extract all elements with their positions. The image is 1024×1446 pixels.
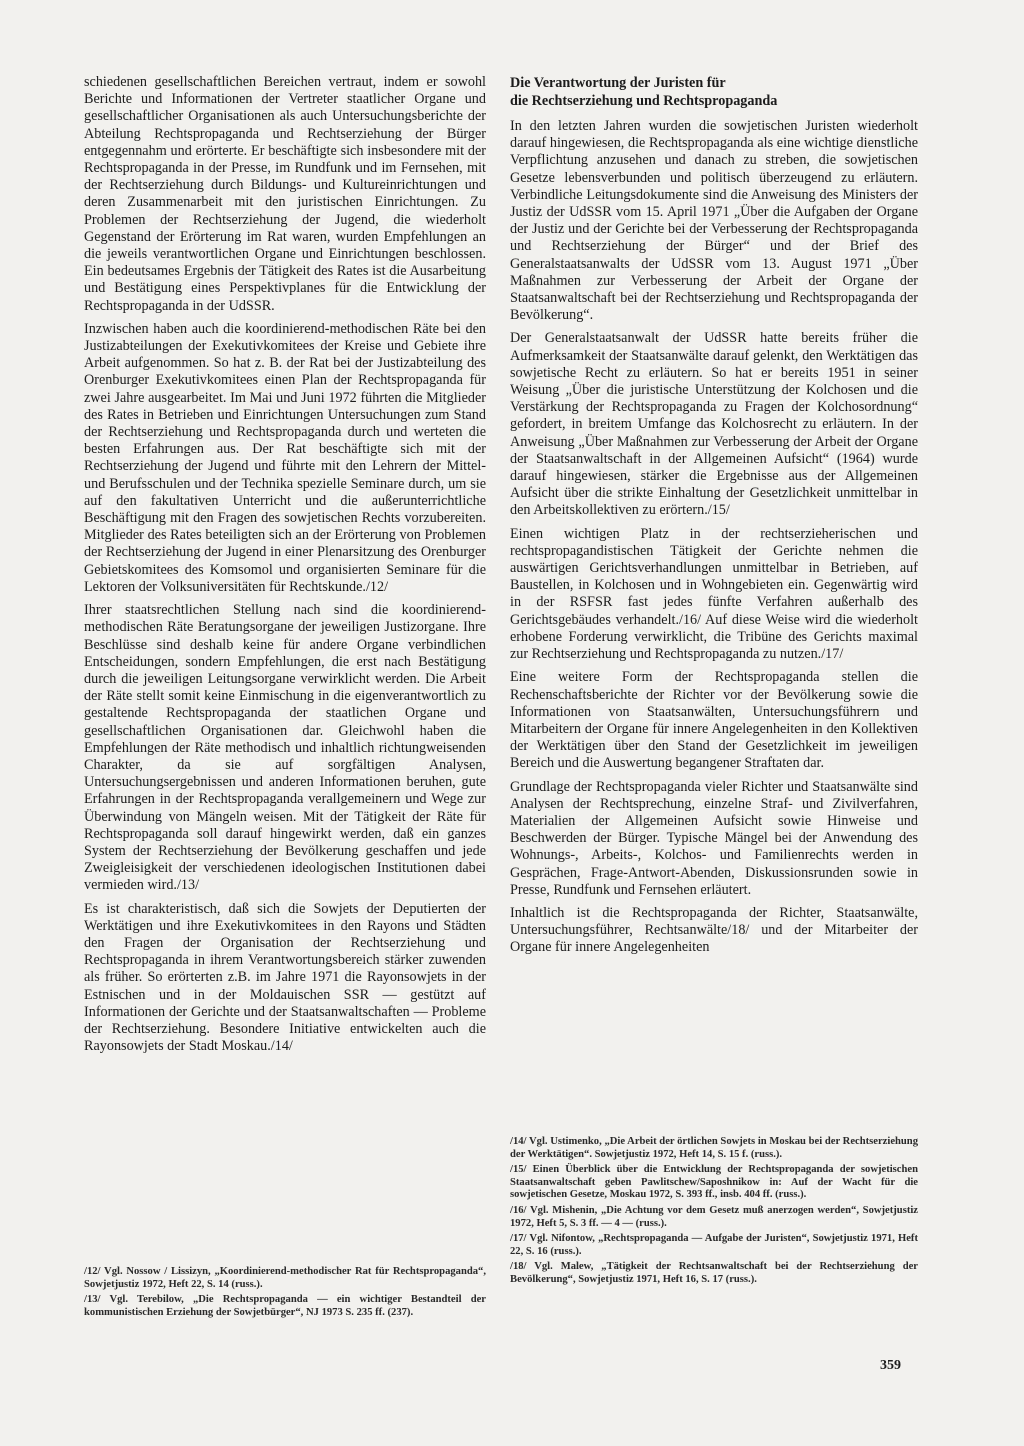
left-footnotes — [84, 1266, 486, 1322]
section-heading — [510, 74, 918, 110]
section-heading-line-1: Die Verantwortung der Juristen für — [510, 75, 726, 91]
footnote-18: /18/ Vgl. Malew, „Tätigkeit der Rechtsanwaltschaft bei der Rechtserziehung der Bevölkerung“, Sowjetjustiz 1971, Heft 16, S. 17 (russ.). — [510, 1261, 918, 1285]
right-paragraph-3: Einen wichtigen Platz in der rechtserzieherischen und rechtspropagandistischen Tätigkeit der Gerichte nehmen die auswärtigen Gerichtsverhandlungen unmittelbar in Betrieben, auf Baustellen, in Kolchosen und in Wohngebieten ein. Gegenwärtig wird in der RSFSR fast jedes fünfte Verfahren außerhalb des Gerichtsgebäudes verhandelt./16/ Auf diese Weise wird die wiederholt erhobene Forderung verwirklicht, die Tribüne des Gerichts maximal zur Rechtserziehung und Rechtspropaganda zu nutzen./17/ — [510, 525, 918, 663]
left-paragraph-4: Es ist charakteristisch, daß sich die Sowjets der Deputierten der Werktätigen und ihre Exekutivkomitees in den Rayons und Städten den Fragen der Organisation der Rechtserziehung und Rechtspropaganda in ihrem Verantwortungsbereich stärker zuwenden als früher. So erörterten z.B. im Jahre 1971 die Rayonsowjets in der Estnischen und in der Moldauischen SSR — gestützt auf Informationen der Gerichte und der Staatsanwaltschaften — Probleme der Rechtserziehung. Besondere Initiative entwickelten auch die Rayonsowjets der Stadt Moskau./14/ — [84, 900, 486, 1055]
left-paragraph-1: schiedenen gesellschaftlichen Bereichen vertraut, indem er sowohl Berichte und Informationen der Vertreter staatlicher Organe und gesellschaftlicher Organisationen als auch Untersuchungsberichte der Abteilung Rechtspropaganda und Rechtserziehung der Bürger entgegennahm und erörterte. Er beschäftigte sich insbesondere mit der Rechtspropaganda in der Presse, im Rundfunk und im Fernsehen, mit der Rechtserziehung durch Bildungs- und Kultureinrichtungen und deren Zusammenarbeit mit den juristischen Einrichtungen. Zu Problemen der Rechtserziehung der Jugend, die wiederholt Gegenstand der Erörterung im Rat waren, wurden Empfehlungen an die jeweils verantwortlichen Organe und Einrichtungen beschlossen. Ein bedeutsames Ergebnis der Tätigkeit des Rates ist die Ausarbeitung und Bestätigung eines Perspektivplanes für die Entwicklung der Rechtspropaganda in der UdSSR. — [84, 74, 486, 314]
left-paragraph-2: Inzwischen haben auch die koordinierend-methodischen Räte bei den Justizabteilungen der Exekutivkomitees der Kreise und Gebiete ihre Arbeit aufgenommen. So hat z. B. der Rat bei der Justizabteilung des Orenburger Exekutivkomitees einen Plan der Rechtspropaganda für zwei Jahre ausgearbeitet. Im Mai und Juni 1972 führten die Mitglieder des Rates in Betrieben und Einrichtungen Untersuchungen zum Stand der Rechtserziehung und Rechtspropaganda durch und werteten die besten Erfahrungen aus. Der Rat beschäftigte sich mit der Rechtserziehung der Jugend und führte mit den Lehrern der Mittel- und Berufsschulen und der Technika spezielle Seminare durch, um sie auf den fakultativen Unterricht und die außerunterrichtliche Beschäftigung mit den Fragen des sowjetischen Rechts vorzubereiten. Mitglieder des Rates beteiligten sich an der Erörterung von Problemen der Rechtserziehung der Jugend in einer Plenarsitzung des Orenburger Gebietskomitees des Komsomol und organisierten Seminare für die Lektoren der Volksuniversitäten für Rechtskunde./12/ — [84, 320, 486, 595]
right-footnotes — [510, 1136, 918, 1290]
right-paragraph-2: Der Generalstaatsanwalt der UdSSR hatte bereits früher die Aufmerksamkeit der Staatsanwälte darauf gelenkt, den Werktätigen das sowjetische Recht zu erläutern. So hat er bereits 1951 in seiner Weisung „Über die juristische Unterstützung der Kolchosen und die Verstärkung der Rechtspropaganda zu Fragen der Kolchosordnung“ gefordert, in breitem Umfange das Kolchosrecht zu erläutern. In der Anweisung „Über Maßnahmen zur Verbesserung der Arbeit der Organe der Staatsanwaltschaft in der Allgemeinen Aufsicht“ (1964) wurde darauf hingewiesen, stärker die Ergebnisse aus der Allgemeinen Aufsicht über die strikte Einhaltung der Gesetzlichkeit unmittelbar in den Arbeitskollektiven zu erörtern./15/ — [510, 330, 918, 519]
left-text-column — [84, 74, 486, 1061]
section-heading-line-2: die Rechtserziehung und Rechtspropaganda — [510, 93, 778, 109]
footnote-13: /13/ Vgl. Terebilow, „Die Rechtspropaganda — ein wichtiger Bestandteil der kommunistischen Erziehung der Sowjetbürger“, NJ 1973 S. 235 ff. (237). — [84, 1294, 486, 1318]
right-paragraph-6: Inhaltlich ist die Rechtspropaganda der Richter, Staatsanwälte, Untersuchungsführer, Rechtsanwälte/18/ und der Mitarbeiter der Organe für innere Angelegenheiten — [510, 904, 918, 956]
right-paragraph-1: In den letzten Jahren wurden die sowjetischen Juristen wiederholt darauf hingewiesen, die Rechtspropaganda als eine wichtige dienstliche Verpflichtung anzusehen und danach zu streben, die sowjetischen Gesetze lebensverbunden und politisch überzeugend zu erläutern. Verbindliche Leitungsdokumente sind die Anweisung des Ministers der Justiz der UdSSR vom 15. April 1971 „Über die Aufgaben der Organe der Justiz und der Gerichte bei der Verbesserung der Rechtspropaganda und Rechtserziehung der Bürger“ und der Brief des Generalstaatsanwalts der UdSSR vom 13. August 1971 „Über Maßnahmen zur Verbesserung der Arbeit der Organe der Staatsanwaltschaft bei der Rechtserziehung und Rechtspropaganda der Bevölkerung“. — [510, 118, 918, 324]
right-paragraph-4: Eine weitere Form der Rechtspropaganda stellen die Rechenschaftsberichte der Richter vor der Bevölkerung sowie die Informationen von Staatsanwälten, Untersuchungsführern und Mitarbeitern der Organe für innere Angelegenheiten in den Kollektiven der Werktätigen über den Stand der Gesetzlichkeit im jeweiligen Bereich und die Auswertung begangener Straftaten dar. — [510, 669, 918, 772]
footnote-15: /15/ Einen Überblick über die Entwicklung der Rechtspropaganda der sowjetischen Staatsanwaltschaft geben Pawlitschew/Saposhnikow in: Auf der Wacht für die sowjetischen Gesetze, Moskau 1972, S. 393 ff., insb. 404 ff. (russ.). — [510, 1164, 918, 1201]
footnote-17: /17/ Vgl. Nifontow, „Rechtspropaganda — Aufgabe der Juristen“, Sowjetjustiz 1971, Heft 22, S. 16 (russ.). — [510, 1233, 918, 1257]
footnote-16: /16/ Vgl. Mishenin, „Die Achtung vor dem Gesetz muß anerzogen werden“, Sowjetjustiz 1972, Heft 5, S. 3 ff. — 4 — (russ.). — [510, 1204, 918, 1229]
left-paragraph-3: Ihrer staatsrechtlichen Stellung nach sind die koordinierend-methodischen Räte Beratungsorgane der jeweiligen Justizorgane. Ihre Beschlüsse sind deshalb keine für andere Organe verbindlichen Entscheidungen, sondern Empfehlungen, die erst nach Bestätigung durch die jeweiligen Leitungsorgane verwirklicht werden. Die Arbeit der Räte stellt somit keine Einmischung in die eigenverantwortlich zu gestaltende Rechtspropaganda der staatlichen Organe und gesellschaftlichen Organisationen dar. Gleichwohl haben die Empfehlungen der Räte methodisch und inhaltlich richtungweisenden Charakter, da sie auf sorgfältigen Analysen, Untersuchungsergebnissen und anderen Informationen beruhen, gute Erfahrungen in der Rechtspropaganda verallgemeinern und Wege zur Überwindung von Mängeln weisen. Mit der Tätigkeit der Räte für Rechtspropaganda soll darauf hingewirkt werden, daß ein ganzes System der Rechtserziehung der Bevölkerung geschaffen und jede Zweigleisigkeit der verschiedenen ideologischen Institutionen dabei vermieden wird./13/ — [84, 602, 486, 894]
right-paragraph-5: Grundlage der Rechtspropaganda vieler Richter und Staatsanwälte sind Analysen der Rechtsprechung, einzelne Straf- und Zivilverfahren, Materialien der Allgemeinen Aufsicht sowie Hinweise und Beschwerden der Bürger. Typische Mängel bei der Anwendung des Wohnungs-, Arbeits-, Kolchos- und Familienrechts werden in Gesprächen, Frage-Antwort-Abenden, Diskussionsrunden sowie in Presse, Rundfunk und Fernsehen erläutert. — [510, 778, 918, 898]
right-text-column — [510, 74, 918, 963]
page-number: 359 — [880, 1358, 901, 1373]
footnote-12: /12/ Vgl. Nossow / Lissizyn, „Koordinierend-methodischer Rat für Rechtspropaganda“, Sowjetjustiz 1972, Heft 22, S. 14 (russ.). — [84, 1266, 486, 1290]
footnote-14: /14/ Vgl. Ustimenko, „Die Arbeit der örtlichen Sowjets in Moskau bei der Rechtserziehung der Werktätigen“. Sowjetjustiz 1972, Heft 14, S. 15 f. (russ.). — [510, 1136, 918, 1160]
